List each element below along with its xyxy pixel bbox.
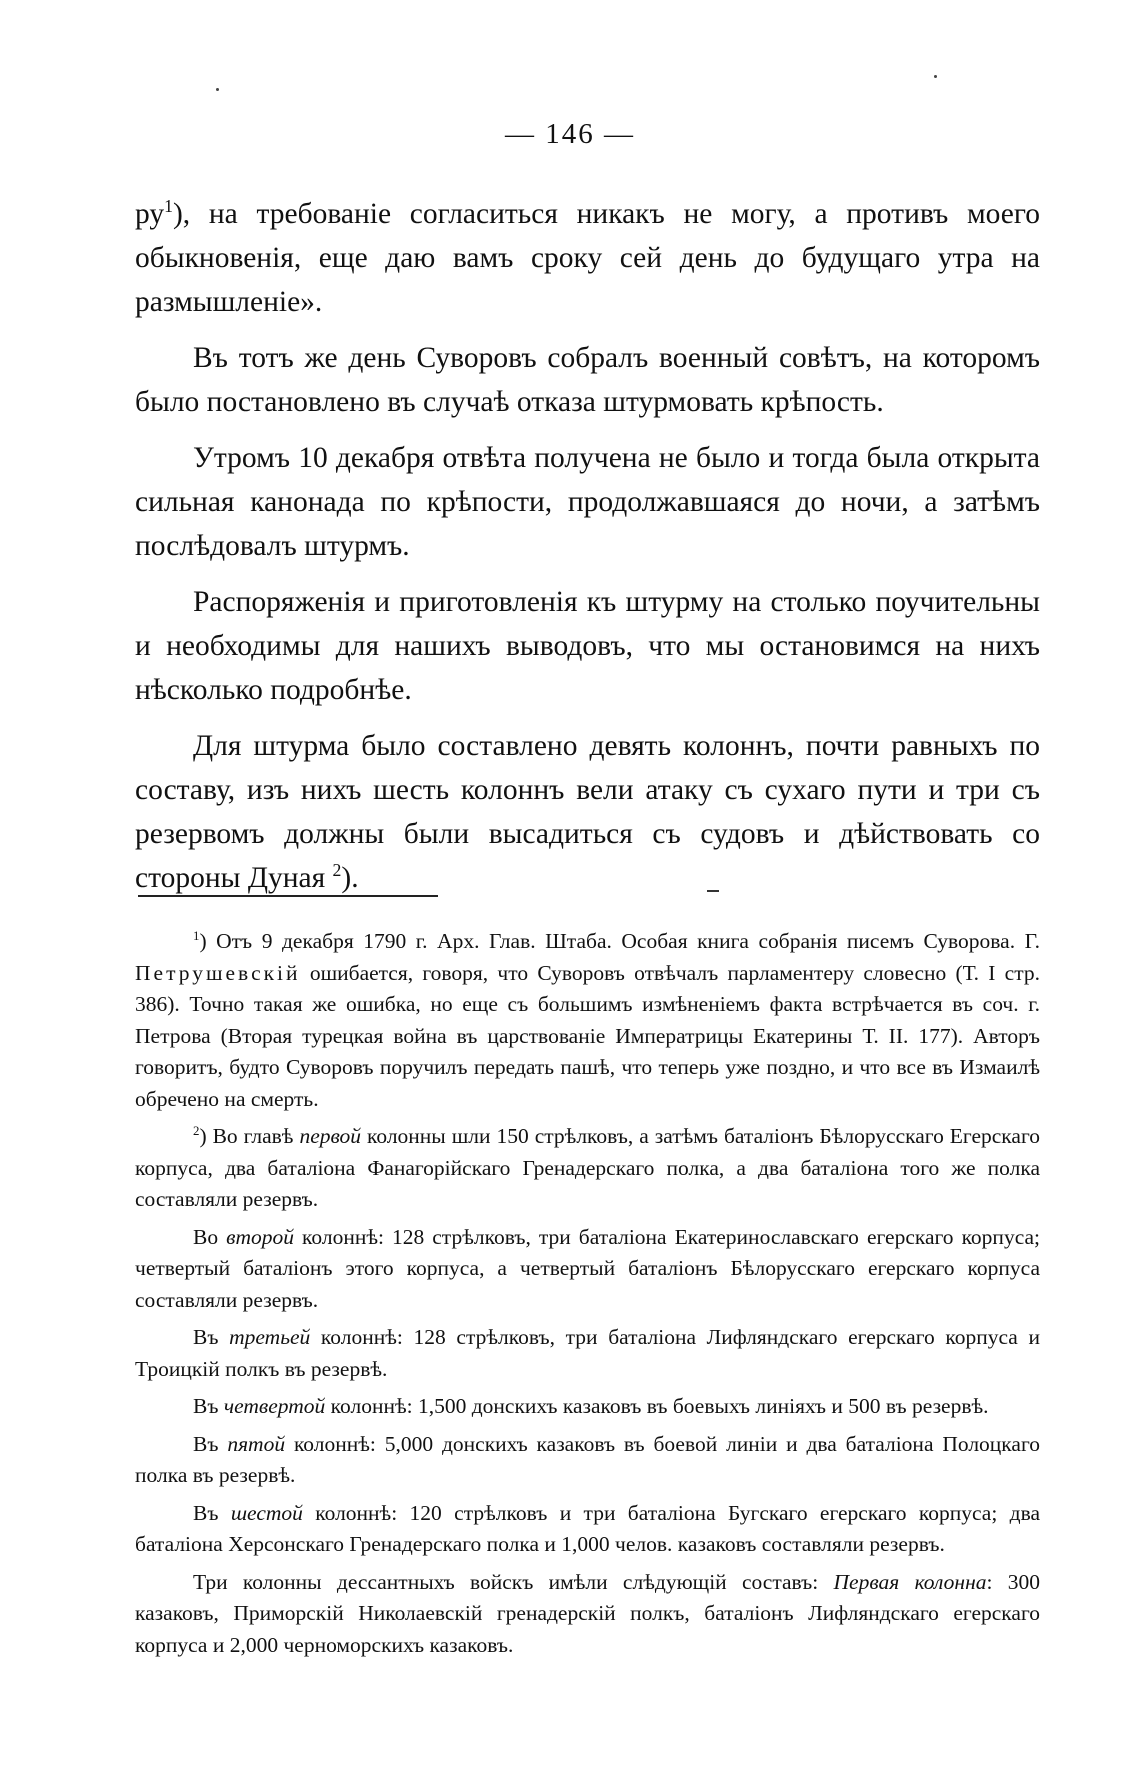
print-mark [707, 890, 719, 892]
footnote-2: $^2$) Во главѣ первой колонны шли 150 стрѣлковъ, а затѣмъ баталіонъ Бѣлорусскаго Егерскаго корпуса, два баталіона Фанагорійскаго Гренадерскаго полка, а два баталіона того же полка составляли резервъ. [135, 1123, 1041, 1211]
footnote-ref-2: 2 [332, 860, 342, 881]
footnote-1: $^1$) Отъ 9 декабря 1790 г. Арх. Глав. Штаба. Особая книга собранія писемъ Суворова. Г. Петрушевскій ошибается, говоря, что Суворовъ отвѣчалъ парламентеру словесно (Т. I стр. 386). Точно такая же ошибка, но еще съ большимъ измѣненіемъ факта встрѣчается въ соч. г. Петрова (Вторая турецкая война въ царствованіе Императрицы Екатерины Т. II. 177). Авторъ говоритъ, будто Суворовъ поручилъ передать пашѣ, что теперь уже поздно, и что все въ Измаилѣ обречено на смерть. [135, 928, 1041, 1111]
column-4-note: Въ четвертой колоннѣ: 1,500 донскихъ казаковъ въ боевыхъ линіяхъ и 500 въ резервѣ. [193, 1394, 989, 1418]
column-6-note: Въ шестой колоннѣ: 120 стрѣлковъ и три баталіона Бугскаго егерскаго корпуса; два баталіона Херсонскаго Гренадерскаго полка и 1,000 челов. казаковъ составляли резервъ. [135, 1500, 1041, 1556]
column-5-note: Въ пятой колоннѣ: 5,000 донскихъ казаковъ въ боевой линіи и два баталіона Полоцкаго полка въ резервѣ. [135, 1431, 1040, 1487]
landing-columns-note: Три колонны дессантныхъ войскъ имѣли слѣдующій составъ: Первая колонна: 300 казаковъ, Приморскій Николаевскій гренадерскій полкъ, баталіонъ Лифляндскаго егерскаго корпуса и 2,000 черноморскихъ казаковъ. [135, 1569, 1041, 1657]
paragraph-1: $ру^1$), на требованіе согласиться никакъ не могу, а противъ моего обыкновенія, еще даю вамъ сроку сей день до будущаго утра на размышленіе». [135, 196, 1040, 318]
column-2-note: Во второй колоннѣ: 128 стрѣлковъ, три баталіона Екатеринославскаго егерскаго корпуса; четвертый баталіонъ этого корпуса, а четвертый баталіонъ Бѣлорусскаго егерскаго корпуса составляли резервъ. [135, 1224, 1041, 1312]
print-speck [934, 75, 937, 78]
footnotes [135, 926, 1040, 1667]
paragraph-2: Въ тотъ же день Суворовъ собралъ военный совѣтъ, на которомъ было постановлено въ случаѣ отказа штурмовать крѣпость. [135, 342, 1040, 418]
footnote-separator [138, 895, 438, 897]
print-speck [216, 88, 219, 91]
paragraph-4: Распоряженія и приготовленія къ штурму на столько поучительны и необходимы для нашихъ выводовъ, что мы остановимся на нихъ нѣсколько подробнѣе. [135, 586, 1040, 706]
footnote-ref-1: 1 [164, 196, 173, 217]
paragraph-5: Для штурма было составлено девять колоннъ, почти равныхъ по составу, изъ нихъ шесть колоннъ вели атаку съ сухаго пути и три съ резервомъ должны были высадиться съ судовъ и дѣйствовать со стороны Дуная $^2$). [135, 730, 1040, 894]
author-name: Петрушевскій [135, 960, 301, 985]
column-3-note: Въ третьей колоннѣ: 128 стрѣлковъ, три баталіона Лифляндскаго егерскаго корпуса и Троицкій полкъ въ резервѣ. [135, 1325, 1040, 1381]
page-number: — 146 — [505, 118, 635, 150]
main-text [135, 192, 1040, 912]
paragraph-3: Утромъ 10 декабря отвѣта получена не было и тогда была открыта сильная канонада по крѣпости, продолжавшаяся до ночи, а затѣмъ послѣдовалъ штурмъ. [135, 442, 1040, 562]
